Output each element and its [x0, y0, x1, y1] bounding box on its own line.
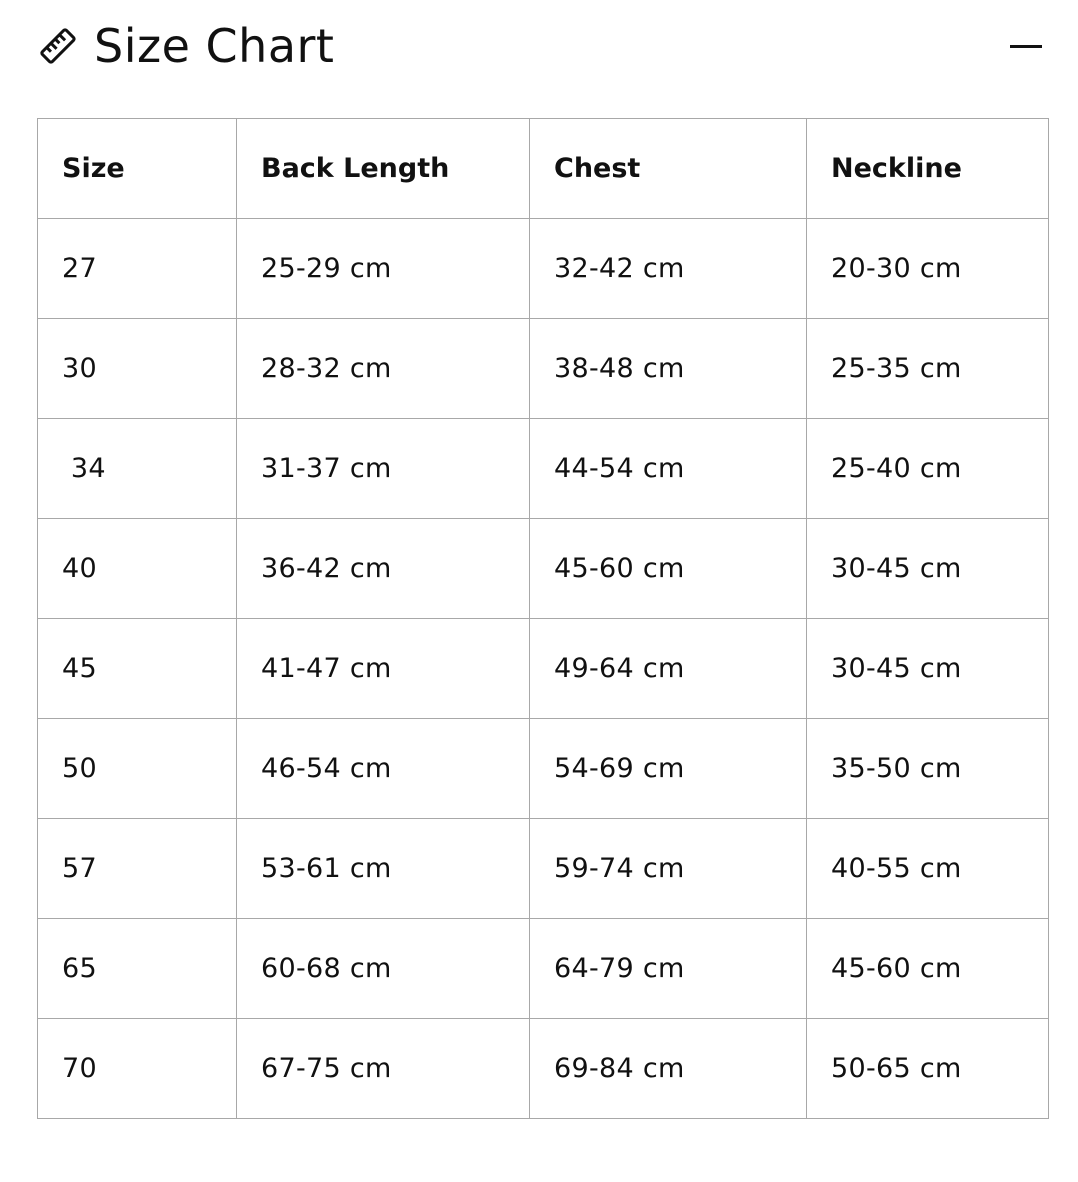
cell-chest: 32-42 cm: [530, 219, 807, 319]
ruler-icon: [38, 26, 78, 66]
cell-back-length: 60-68 cm: [237, 919, 530, 1019]
size-chart-header[interactable]: [38, 14, 1048, 78]
cell-neckline: 45-60 cm: [807, 919, 1049, 1019]
cell-back-length: 31-37 cm: [237, 419, 530, 519]
cell-size: 30: [38, 319, 237, 419]
column-header-back-length: Back Length: [237, 119, 530, 219]
cell-size: 57: [38, 819, 237, 919]
table-row: [38, 219, 1049, 319]
cell-neckline: 50-65 cm: [807, 1019, 1049, 1119]
cell-chest: 54-69 cm: [530, 719, 807, 819]
column-header-neckline: Neckline: [807, 119, 1049, 219]
table-row: [38, 619, 1049, 719]
cell-size: 34: [38, 419, 237, 519]
cell-back-length: 46-54 cm: [237, 719, 530, 819]
minus-icon: [1010, 45, 1042, 48]
table-row: [38, 319, 1049, 419]
cell-chest: 45-60 cm: [530, 519, 807, 619]
table-row: [38, 419, 1049, 519]
table-row: [38, 819, 1049, 919]
cell-size: 40: [38, 519, 237, 619]
cell-size: 50: [38, 719, 237, 819]
cell-back-length: 36-42 cm: [237, 519, 530, 619]
column-header-size: Size: [38, 119, 237, 219]
cell-neckline: 30-45 cm: [807, 619, 1049, 719]
cell-back-length: 53-61 cm: [237, 819, 530, 919]
cell-back-length: 25-29 cm: [237, 219, 530, 319]
cell-chest: 44-54 cm: [530, 419, 807, 519]
cell-chest: 64-79 cm: [530, 919, 807, 1019]
cell-neckline: 35-50 cm: [807, 719, 1049, 819]
cell-size: 27: [38, 219, 237, 319]
cell-back-length: 41-47 cm: [237, 619, 530, 719]
table-row: [38, 519, 1049, 619]
cell-chest: 38-48 cm: [530, 319, 807, 419]
table-header-row: [38, 119, 1049, 219]
table-row: [38, 919, 1049, 1019]
table-row: [38, 719, 1049, 819]
size-table: [37, 118, 1049, 1119]
cell-back-length: 67-75 cm: [237, 1019, 530, 1119]
cell-neckline: 25-35 cm: [807, 319, 1049, 419]
cell-back-length: 28-32 cm: [237, 319, 530, 419]
cell-neckline: 20-30 cm: [807, 219, 1049, 319]
cell-size: 65: [38, 919, 237, 1019]
cell-size: 45: [38, 619, 237, 719]
table-row: [38, 1019, 1049, 1119]
cell-chest: 69-84 cm: [530, 1019, 807, 1119]
page-title: Size Chart: [94, 19, 335, 73]
cell-neckline: 25-40 cm: [807, 419, 1049, 519]
collapse-button[interactable]: [1008, 30, 1044, 62]
cell-chest: 49-64 cm: [530, 619, 807, 719]
cell-neckline: 30-45 cm: [807, 519, 1049, 619]
cell-neckline: 40-55 cm: [807, 819, 1049, 919]
column-header-chest: Chest: [530, 119, 807, 219]
cell-size: 70: [38, 1019, 237, 1119]
cell-chest: 59-74 cm: [530, 819, 807, 919]
